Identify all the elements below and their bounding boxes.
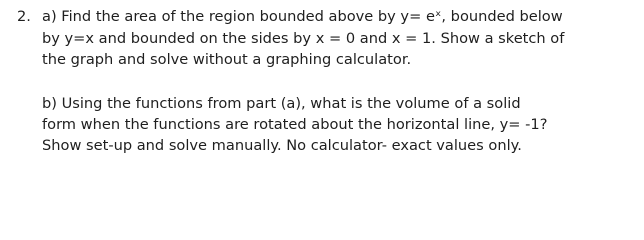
- part-a-line-1: a) Find the area of the region bounded above by y= eˣ, bounded below: [42, 8, 563, 25]
- problem-number: 2.: [17, 8, 31, 25]
- part-a-line-2: by y=x and bounded on the sides by x = 0 and x = 1. Show a sketch of: [42, 30, 565, 47]
- part-b-line-2: form when the functions are rotated about the horizontal line, y= -1?: [42, 116, 548, 133]
- part-b-line-3: Show set-up and solve manually. No calculator- exact values only.: [42, 137, 522, 154]
- part-a-line-3: the graph and solve without a graphing calculator.: [42, 51, 412, 68]
- part-b-line-1: b) Using the functions from part (a), what is the volume of a solid: [42, 95, 521, 112]
